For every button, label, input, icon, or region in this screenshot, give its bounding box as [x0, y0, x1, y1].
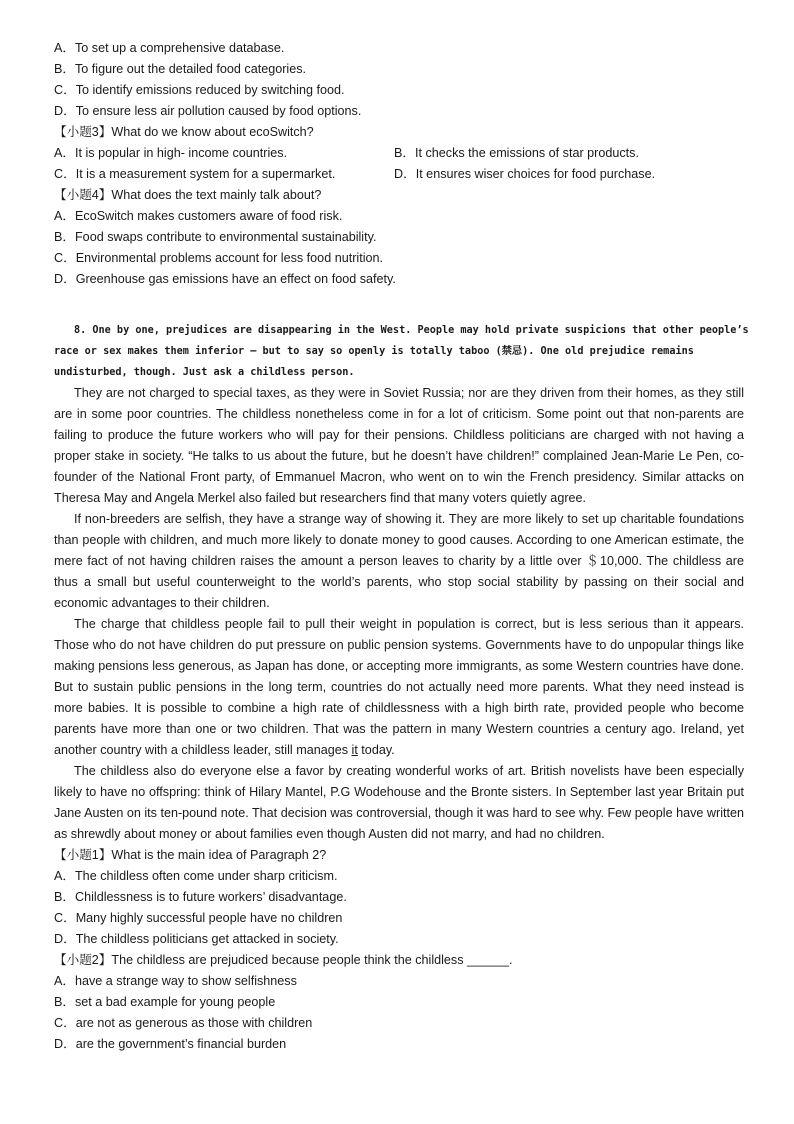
paragraph-5: The childless also do everyone else a favor by creating wonderful works of art. British novelists have been especially likely to have no offspring: think of Hilary Mantel, P.G Wodehouse and the Bronte sisters. In September last year Britain put Jane Austen on its ten-pound note. That decision was controversial, though it was hard to see why. Few people have written as shrewdly about money or about families even though Austen did not marry, and had no children.: [54, 764, 744, 841]
question-3-options-row-1: [54, 143, 744, 164]
option-a: A．EcoSwitch makes customers aware of food risk.: [54, 209, 343, 223]
option-c: C．are not as generous as those with children: [54, 1016, 313, 1030]
option-b: B．It checks the emissions of star products.: [394, 146, 639, 160]
option-a: A．It is popular in high- income countries.: [54, 146, 288, 160]
option-b: B．To figure out the detailed food categories.: [54, 62, 307, 76]
option-c: C．Many highly successful people have no children: [54, 911, 343, 925]
underlined-word: it: [351, 743, 358, 757]
paragraph-4-text: The charge that childless people fail to pull their weight in population is correct, but is less serious than it appears. Those who do not have children do put pressure on public pension systems. Governments have to do unpopular things like making pensions less generous, as Japan has done, or accepting more immigrants, as some Western countries have done. But to sustain public pensions in the long term, countries do not actually need more parents. What they need instead is more babies. It is possible to combine a high rate of childlessness with a high birth rate, provided people who become parents have more than one or two children. That was the pattern in many Western countries a century ago. Ireland, yet another country with a childless leader, still manages: [54, 617, 744, 757]
option-b: B．set a bad example for young people: [54, 995, 276, 1009]
question-2-stem: 【小题2】The childless are prejudiced because people think the childless ______.: [54, 953, 513, 967]
paragraph-4: [54, 614, 744, 761]
option-b: B．Food swaps contribute to environmental sustainability.: [54, 230, 377, 244]
document-page: [54, 38, 749, 1055]
option-d: D．The childless politicians get attacked in society.: [54, 932, 339, 946]
option-c: C．It is a measurement system for a supermarket.: [54, 167, 336, 181]
option-d: D．Greenhouse gas emissions have an effect on food safety.: [54, 272, 396, 286]
option-d: D．To ensure less air pollution caused by food options.: [54, 104, 362, 118]
option-d: D．are the government’s financial burden: [54, 1037, 287, 1051]
paragraph-4-end: today.: [357, 743, 395, 757]
question-3-stem: 【小题3】What do we know about ecoSwitch?: [54, 125, 314, 139]
intro-line-2: race or sex makes them inferior — but to say so openly is totally taboo (禁忌). One old prejudice remains: [54, 346, 694, 357]
paragraph-2: They are not charged to special taxes, as they were in Soviet Russia; nor are they driven from their homes, as they still are in some poor countries. The childless nonetheless come in for a lot of criticism. Some point out that non-parents are failing to produce the future workers who will pay for their pensions. Childless politicians are charged with not having a proper stake in society. “He talks to us about the future, but he doesn’t have children!” complained Jean-Marie Le Pen, co-founder of the National Front party, of Emmanuel Macron, who went on to win the French presidency. Similar attacks on Theresa May and Angela Merkel also failed but researchers find that many voters quietly agree.: [54, 386, 744, 505]
question-4-stem: 【小题4】What does the text mainly talk about?: [54, 188, 322, 202]
option-d: D．It ensures wiser choices for food purchase.: [394, 167, 656, 181]
previous-question-2-options: [54, 38, 744, 122]
intro-line-1: 8. One by one, prejudices are disappearing in the West. People may hold private suspicions that other people’s: [74, 325, 749, 336]
intro-line-3: undisturbed, though. Just ask a childless person.: [54, 367, 355, 378]
question-1-stem: 【小题1】What is the main idea of Paragraph 2?: [54, 848, 327, 862]
option-a: A．The childless often come under sharp criticism.: [54, 869, 338, 883]
option-c: C．Environmental problems account for less food nutrition.: [54, 251, 383, 265]
paragraph-3: If non-breeders are selfish, they have a strange way of showing it. They are more likely to set up charitable foundations than people with children, and much more likely to donate money to good causes. According to one American estimate, the mere fact of not having children raises the amount a person leaves to charity by a little over ＄10,000. The childless are thus a small but useful counterweight to the world’s parents, who stop social stability by passing on their social and economic advantages to their children.: [54, 512, 744, 610]
option-b: B．Childlessness is to future workers’ disadvantage.: [54, 890, 347, 904]
section-spacer: [54, 290, 744, 320]
option-c: C．To identify emissions reduced by switching food.: [54, 83, 345, 97]
question-3-options-row-2: [54, 164, 744, 185]
passage-8-intro: [54, 320, 749, 383]
option-a: A．have a strange way to show selfishness: [54, 974, 297, 988]
option-a: A．To set up a comprehensive database.: [54, 41, 285, 55]
